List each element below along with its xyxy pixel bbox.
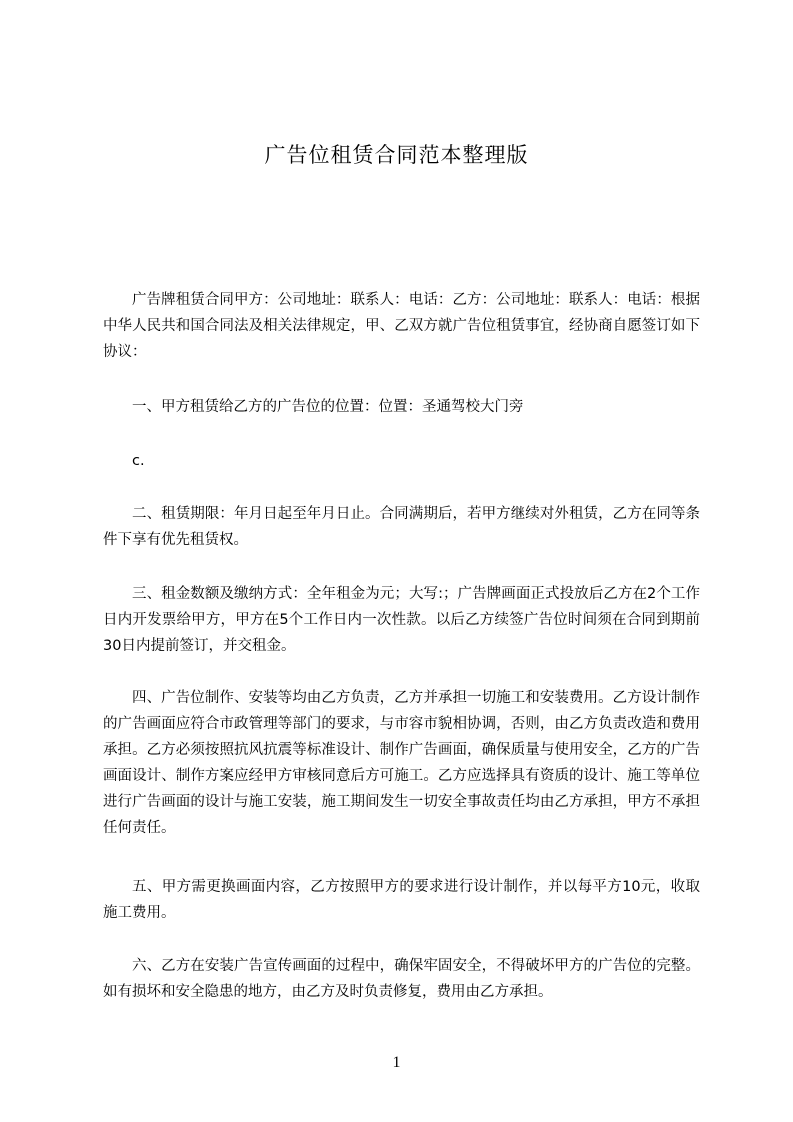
paragraph-clause-2: 二、租赁期限：年月日起至年月日止。合同满期后，若甲方继续对外租赁，乙方在同等条件下享有优先租赁权。 (103, 506, 700, 548)
paragraph-clause-4: 四、广告位制作、安装等均由乙方负责，乙方并承担一切施工和安装费用。乙方设计制作的广告画面应符合市政管理等部门的要求，与市容市貌相协调，否则，由乙方负责改造和费用承担。乙方必须按照抗风抗震等标准设计、制作广告画面，确保质量与使用安全，乙方的广告画面设计、制作方案应经甲方审核同意后方可施工。乙方应选择具有资质的设计、施工等单位进行广告画面的设计与施工安装，施工期间发生一切安全事故责任均由乙方承担，甲方不承担任何责任。 (103, 690, 700, 836)
paragraph-clause-3: 三、租金数额及缴纳方式：全年租金为元；大写:；广告牌画面正式投放后乙方在2个工作日内开发票给甲方，甲方在5个工作日内一次性款。以后乙方续签广告位时间须在合同到期前30日内提前签订，并交租金。 (103, 586, 700, 654)
document-title: 广告位租赁合同范本整理版 (264, 143, 529, 167)
paragraph-clause-6: 六、乙方在安装广告宣传画面的过程中，确保牢固安全，不得破坏甲方的广告位的完整。如有损坏和安全隐患的地方，由乙方及时负责修复，费用由乙方承担。 (103, 958, 700, 1000)
paragraph-note-c: c. (132, 453, 145, 469)
paragraph-clause-5: 五、甲方需更换画面内容，乙方按照甲方的要求进行设计制作，并以每平方10元，收取施工费用。 (103, 879, 700, 921)
paragraph-intro: 广告牌租赁合同甲方：公司地址：联系人：电话：乙方：公司地址：联系人：电话：根据中华人民共和国合同法及相关法律规定，甲、乙双方就广告位租赁事宜，经协商自愿签订如下协议： (103, 292, 700, 360)
page-number: 1 (392, 1054, 401, 1071)
paragraph-clause-1: 一、甲方租赁给乙方的广告位的位置：位置：圣通驾校大门旁 (132, 399, 524, 415)
